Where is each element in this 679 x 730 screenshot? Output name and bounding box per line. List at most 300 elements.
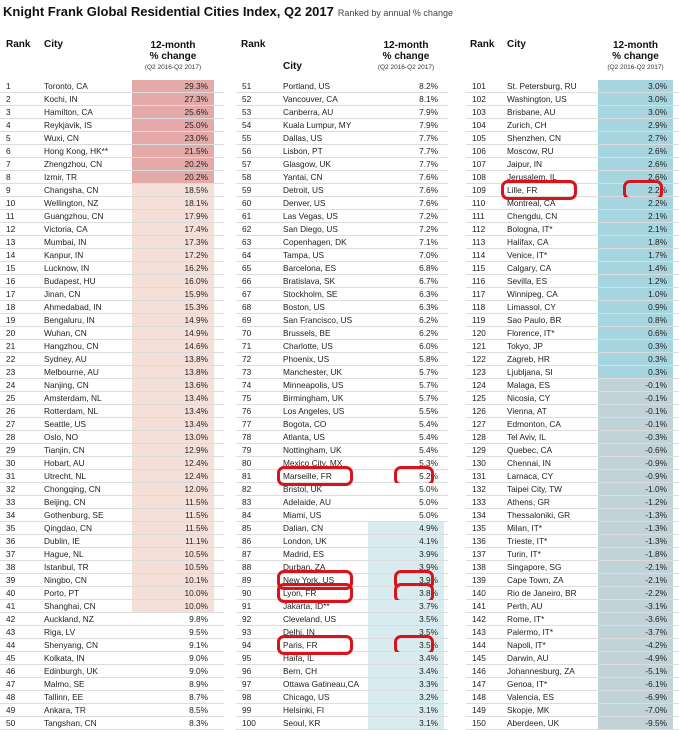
city-cell: Brussels, BE [283, 328, 331, 338]
rank-cell: 67 [242, 289, 252, 299]
change-cell: -5.1% [598, 665, 673, 677]
change-cell: 5.5% [368, 405, 444, 417]
table-row [0, 145, 224, 158]
city-cell: Ankara, TR [44, 705, 86, 715]
rank-cell: 74 [242, 380, 252, 390]
rank-cell: 136 [472, 536, 486, 546]
rank-cell: 66 [242, 276, 252, 286]
change-cell: 11.5% [132, 496, 214, 508]
change-cell: -1.3% [598, 522, 673, 534]
table-row [466, 210, 679, 223]
change-cell: 2.6% [598, 158, 673, 170]
city-cell: Hong Kong, HK** [44, 146, 109, 156]
change-cell: -3.1% [598, 600, 673, 612]
rank-cell: 11 [6, 211, 15, 221]
rank-header: Rank [470, 39, 495, 50]
city-cell: Porto, PT [44, 588, 80, 598]
change-cell: -0.1% [598, 418, 673, 430]
table-row [0, 678, 224, 691]
change-cell: 3.0% [598, 93, 673, 105]
table-row [0, 548, 224, 561]
rank-cell: 120 [472, 328, 486, 338]
table-row [236, 171, 448, 184]
table-row [0, 327, 224, 340]
table-row [466, 366, 679, 379]
table-row [466, 548, 679, 561]
rank-cell: 19 [6, 315, 16, 325]
change-cell: 11.5% [132, 522, 214, 534]
city-cell: Chengdu, CN [507, 211, 558, 221]
change-cell: 11.1% [132, 535, 214, 547]
city-cell: Wuhan, CN [44, 328, 87, 338]
table-row [236, 535, 448, 548]
table-row [466, 470, 679, 483]
rank-cell: 35 [6, 523, 16, 533]
rank-cell: 133 [472, 497, 486, 507]
city-cell: Sao Paulo, BR [507, 315, 562, 325]
change-cell: -1.8% [598, 548, 673, 560]
rank-cell: 96 [242, 666, 252, 676]
table-row [466, 288, 679, 301]
rank-cell: 117 [472, 289, 486, 299]
rank-cell: 72 [242, 354, 252, 364]
change-cell: 6.3% [368, 301, 444, 313]
rank-cell: 109 [472, 185, 486, 195]
table-row [236, 691, 448, 704]
change-cell: -4.2% [598, 639, 673, 651]
city-cell: Lyon, FR [283, 588, 317, 598]
change-cell: 0.6% [598, 327, 673, 339]
rank-cell: 40 [6, 588, 16, 598]
rank-cell: 144 [472, 640, 486, 650]
city-cell: Kuala Lumpur, MY [283, 120, 352, 130]
rank-cell: 12 [6, 224, 16, 234]
rank-cell: 41 [6, 601, 16, 611]
city-cell: Edmonton, CA [507, 419, 561, 429]
table-row [466, 600, 679, 613]
change-cell: 3.7% [368, 600, 444, 612]
rank-cell: 95 [242, 653, 252, 663]
rank-cell: 99 [242, 705, 252, 715]
city-cell: Cleveland, US [283, 614, 337, 624]
city-cell: Nottingham, UK [283, 445, 342, 455]
rank-cell: 52 [242, 94, 252, 104]
change-cell: 2.6% [598, 171, 673, 183]
change-cell: 5.4% [368, 444, 444, 456]
change-header-line1: 12-month [613, 40, 658, 51]
city-cell: Zurich, CH [507, 120, 547, 130]
city-cell: Napoli, IT* [507, 640, 546, 650]
table-row [236, 405, 448, 418]
table-row [236, 600, 448, 613]
change-cell: 8.7% [132, 691, 214, 703]
change-cell: 18.1% [132, 197, 214, 209]
change-cell: 14.9% [132, 314, 214, 326]
change-cell: -1.0% [598, 483, 673, 495]
table-row [236, 665, 448, 678]
change-cell: 5.4% [368, 418, 444, 430]
table-row [466, 93, 679, 106]
table-row [236, 496, 448, 509]
table-row [0, 184, 224, 197]
change-cell: 5.0% [368, 496, 444, 508]
city-cell: Perth, AU [507, 601, 543, 611]
city-cell: Calgary, CA [507, 263, 552, 273]
rank-cell: 4 [6, 120, 11, 130]
table-row [236, 353, 448, 366]
change-cell: 7.0% [368, 249, 444, 261]
rank-cell: 130 [472, 458, 486, 468]
table-row [0, 665, 224, 678]
table-row [0, 717, 224, 730]
change-cell: 5.3% [368, 457, 444, 469]
change-cell: 13.0% [132, 431, 214, 443]
table-column-1 [0, 0, 230, 728]
rank-cell: 15 [6, 263, 16, 273]
rank-cell: 68 [242, 302, 252, 312]
rank-cell: 137 [472, 549, 486, 559]
table-row [0, 119, 224, 132]
table-row [466, 80, 679, 93]
city-cell: Dalian, CN [283, 523, 324, 533]
rank-cell: 90 [242, 588, 252, 598]
change-cell: 3.9% [368, 561, 444, 573]
change-cell: 2.1% [598, 223, 673, 235]
city-cell: Shanghai, CN [44, 601, 96, 611]
city-cell: Oslo, NO [44, 432, 79, 442]
change-cell: -3.7% [598, 626, 673, 638]
city-cell: Chongqing, CN [44, 484, 101, 494]
change-cell: -0.1% [598, 392, 673, 404]
rank-cell: 79 [242, 445, 252, 455]
change-cell: 5.7% [368, 379, 444, 391]
table-row [0, 509, 224, 522]
rank-cell: 91 [242, 601, 252, 611]
change-cell: -0.1% [598, 405, 673, 417]
rank-cell: 14 [6, 250, 16, 260]
city-cell: Tel Aviv, IL [507, 432, 546, 442]
city-cell: Tangshan, CN [44, 718, 97, 728]
rank-cell: 51 [242, 81, 252, 91]
rank-cell: 105 [472, 133, 486, 143]
rank-cell: 60 [242, 198, 252, 208]
change-cell: 25.0% [132, 119, 214, 131]
table-row [466, 353, 679, 366]
rank-cell: 126 [472, 406, 486, 416]
change-cell: 17.9% [132, 210, 214, 222]
table-row [0, 80, 224, 93]
change-cell: -9.5% [598, 717, 673, 729]
rank-cell: 132 [472, 484, 486, 494]
change-cell: 10.5% [132, 548, 214, 560]
rank-cell: 134 [472, 510, 486, 520]
city-cell: Denver, US [283, 198, 326, 208]
change-cell: -1.3% [598, 509, 673, 521]
table-row [236, 379, 448, 392]
city-cell: Auckland, NZ [44, 614, 94, 624]
city-cell: Tallinn, EE [44, 692, 84, 702]
city-cell: Zhengzhou, CN [44, 159, 103, 169]
rank-cell: 140 [472, 588, 486, 598]
city-cell: Aberdeen, UK [507, 718, 560, 728]
city-cell: Los Angeles, US [283, 406, 345, 416]
table-row [466, 509, 679, 522]
change-cell: 1.8% [598, 236, 673, 248]
city-cell: Lucknow, IN [44, 263, 90, 273]
rank-cell: 34 [6, 510, 16, 520]
city-cell: Changsha, CN [44, 185, 99, 195]
table-row [0, 496, 224, 509]
change-cell: 5.8% [368, 353, 444, 365]
city-cell: Rome, IT* [507, 614, 545, 624]
change-cell: -2.2% [598, 587, 673, 599]
change-cell: -1.3% [598, 535, 673, 547]
rank-cell: 25 [6, 393, 16, 403]
change-cell: 7.9% [368, 119, 444, 131]
city-cell: Trieste, IT* [507, 536, 548, 546]
table-row [236, 652, 448, 665]
rank-cell: 2 [6, 94, 11, 104]
table-column-3 [466, 0, 679, 728]
city-cell: Kochi, IN [44, 94, 78, 104]
change-cell: 2.9% [598, 119, 673, 131]
city-cell: Edinburgh, UK [44, 666, 98, 676]
change-cell: 5.0% [368, 483, 444, 495]
city-cell: Genoa, IT* [507, 679, 548, 689]
rank-cell: 54 [242, 120, 252, 130]
rank-cell: 103 [472, 107, 486, 117]
city-cell: Boston, US [283, 302, 325, 312]
change-cell: 3.1% [368, 704, 444, 716]
city-cell: Chicago, US [283, 692, 330, 702]
table-row [466, 574, 679, 587]
table-row [0, 600, 224, 613]
table-row [0, 652, 224, 665]
city-header: City [44, 39, 63, 50]
rank-cell: 56 [242, 146, 252, 156]
rank-cell: 30 [6, 458, 16, 468]
change-cell: 12.4% [132, 470, 214, 482]
city-cell: Vienna, AT [507, 406, 547, 416]
table-row [236, 483, 448, 496]
table-row [236, 197, 448, 210]
city-cell: Venice, IT* [507, 250, 548, 260]
city-cell: Bologna, IT* [507, 224, 553, 234]
city-cell: Phoenix, US [283, 354, 330, 364]
table-row [466, 236, 679, 249]
change-cell: 13.6% [132, 379, 214, 391]
table-row [0, 587, 224, 600]
table-row [0, 392, 224, 405]
change-cell: 9.5% [132, 626, 214, 638]
change-cell: 1.4% [598, 262, 673, 274]
rank-cell: 141 [472, 601, 486, 611]
rank-cell: 123 [472, 367, 486, 377]
city-cell: Florence, IT* [507, 328, 555, 338]
table-row [236, 717, 448, 730]
table-row [236, 210, 448, 223]
change-cell: 7.7% [368, 132, 444, 144]
rank-cell: 59 [242, 185, 252, 195]
change-cell: 13.8% [132, 366, 214, 378]
change-cell: 1.7% [598, 249, 673, 261]
rank-cell: 85 [242, 523, 252, 533]
city-cell: Marseille, FR [283, 471, 332, 481]
city-cell: Glasgow, UK [283, 159, 331, 169]
rank-cell: 50 [6, 718, 16, 728]
rank-cell: 32 [6, 484, 16, 494]
change-cell: 29.3% [132, 80, 214, 92]
table-row [0, 106, 224, 119]
rank-cell: 80 [242, 458, 252, 468]
city-cell: Bengaluru, IN [44, 315, 95, 325]
change-cell: 5.2% [368, 470, 444, 482]
change-header-line2: % change [612, 51, 659, 62]
city-cell: Mumbai, IN [44, 237, 87, 247]
change-cell: 13.4% [132, 392, 214, 404]
change-cell: 9.0% [132, 665, 214, 677]
table-row [0, 171, 224, 184]
rank-cell: 131 [472, 471, 486, 481]
table-row [466, 717, 679, 730]
change-cell: 13.8% [132, 353, 214, 365]
rank-cell: 37 [6, 549, 16, 559]
rows-2 [236, 80, 448, 730]
table-row [236, 106, 448, 119]
index-title: Knight Frank Global Residential Cities Index, Q2 2017 [3, 4, 334, 19]
change-cell: 0.3% [598, 366, 673, 378]
table-row [466, 158, 679, 171]
table-row [236, 119, 448, 132]
rank-cell: 125 [472, 393, 486, 403]
city-cell: Zagreb, HR [507, 354, 550, 364]
city-cell: Amsterdam, NL [44, 393, 102, 403]
change-cell: 13.4% [132, 418, 214, 430]
table-row [466, 691, 679, 704]
table-row [236, 392, 448, 405]
city-cell: Valencia, ES [507, 692, 554, 702]
table-row [466, 340, 679, 353]
table-row [466, 626, 679, 639]
change-cell: 23.0% [132, 132, 214, 144]
change-cell: 3.4% [368, 665, 444, 677]
rank-cell: 58 [242, 172, 252, 182]
table-row [0, 691, 224, 704]
change-cell: 9.1% [132, 639, 214, 651]
rank-cell: 64 [242, 250, 252, 260]
table-row [0, 236, 224, 249]
rank-cell: 27 [6, 419, 16, 429]
table-row [236, 80, 448, 93]
city-cell: Jakarta, ID** [283, 601, 330, 611]
rank-cell: 110 [472, 198, 486, 208]
table-row [466, 197, 679, 210]
city-cell: Turin, IT* [507, 549, 541, 559]
city-cell: Victoria, CA [44, 224, 88, 234]
rank-cell: 112 [472, 224, 486, 234]
table-row [466, 444, 679, 457]
change-cell: -2.1% [598, 561, 673, 573]
city-cell: Limassol, CY [507, 302, 556, 312]
rank-cell: 77 [242, 419, 252, 429]
change-cell: 10.0% [132, 600, 214, 612]
city-cell: Seattle, US [44, 419, 86, 429]
rank-cell: 113 [472, 237, 486, 247]
rank-cell: 17 [6, 289, 16, 299]
change-cell: 12.4% [132, 457, 214, 469]
city-cell: Hamilton, CA [44, 107, 93, 117]
city-cell: Madrid, ES [283, 549, 325, 559]
change-cell: 20.2% [132, 171, 214, 183]
rank-cell: 13 [6, 237, 16, 247]
change-cell: 27.3% [132, 93, 214, 105]
rank-cell: 128 [472, 432, 486, 442]
city-cell: Birmingham, UK [283, 393, 344, 403]
table-row [0, 431, 224, 444]
change-cell: -6.9% [598, 691, 673, 703]
rank-cell: 8 [6, 172, 11, 182]
table-row [236, 184, 448, 197]
rank-cell: 108 [472, 172, 486, 182]
city-cell: Tampa, US [283, 250, 325, 260]
change-cell: 6.8% [368, 262, 444, 274]
city-cell: Charlotte, US [283, 341, 333, 351]
rank-cell: 31 [6, 471, 16, 481]
change-cell: 7.1% [368, 236, 444, 248]
rank-cell: 143 [472, 627, 486, 637]
period-header: (Q2 2016-Q2 2017) [144, 64, 202, 71]
rank-cell: 100 [242, 718, 256, 728]
rank-cell: 116 [472, 276, 486, 286]
rank-cell: 146 [472, 666, 486, 676]
table-row [236, 704, 448, 717]
table-row [466, 249, 679, 262]
rank-cell: 147 [472, 679, 486, 689]
city-cell: Kanpur, IN [44, 250, 84, 260]
table-row [0, 405, 224, 418]
change-cell: 8.3% [132, 717, 214, 729]
city-cell: Halifax, CA [507, 237, 549, 247]
table-row [236, 678, 448, 691]
change-cell: 12.0% [132, 483, 214, 495]
change-cell: 6.0% [368, 340, 444, 352]
table-row [0, 366, 224, 379]
rank-cell: 84 [242, 510, 252, 520]
table-row [236, 444, 448, 457]
table-row [466, 106, 679, 119]
table-row [0, 379, 224, 392]
table-row [0, 288, 224, 301]
rank-cell: 118 [472, 302, 486, 312]
table-row [466, 587, 679, 600]
change-cell: -6.1% [598, 678, 673, 690]
city-cell: Bogota, CO [283, 419, 327, 429]
change-cell: 3.5% [368, 613, 444, 625]
rank-cell: 48 [6, 692, 16, 702]
change-cell: 4.9% [368, 522, 444, 534]
table-row [236, 132, 448, 145]
rows-3 [466, 80, 679, 730]
city-cell: San Diego, US [283, 224, 338, 234]
rank-cell: 29 [6, 445, 16, 455]
table-row [236, 275, 448, 288]
city-cell: Yantai, CN [283, 172, 323, 182]
change-cell: 8.9% [132, 678, 214, 690]
change-header [368, 40, 444, 62]
rank-cell: 76 [242, 406, 252, 416]
rank-cell: 20 [6, 328, 16, 338]
city-cell: Durban, ZA [283, 562, 326, 572]
